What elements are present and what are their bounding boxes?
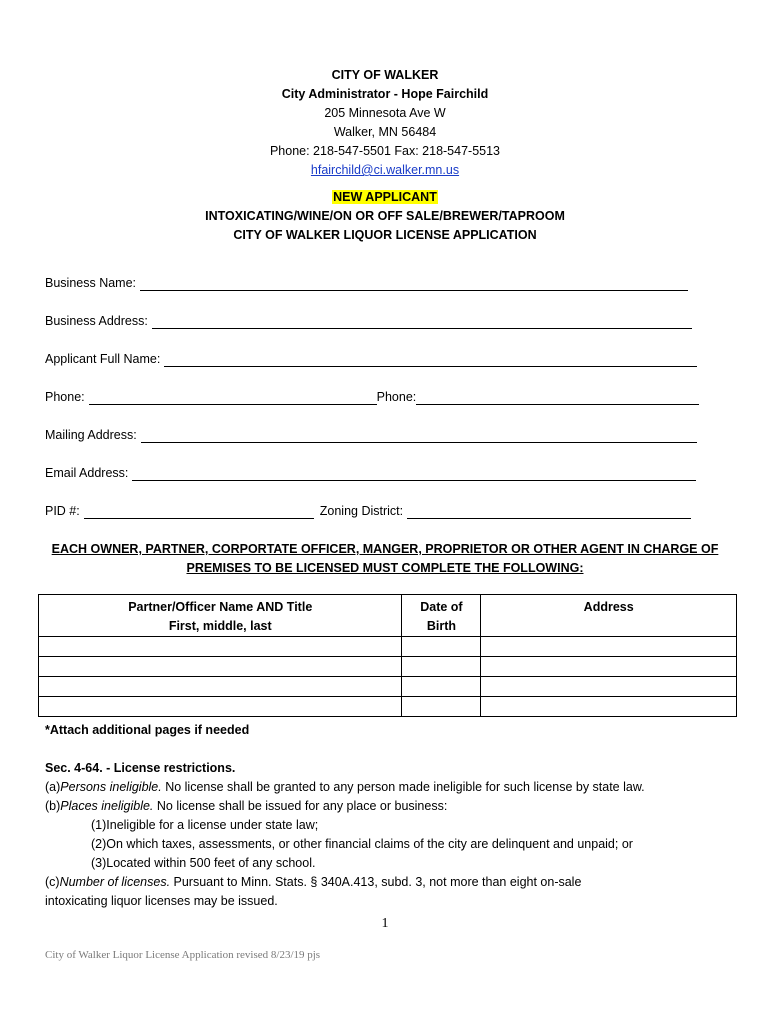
city-state-zip: Walker, MN 56484 — [333, 125, 437, 139]
administrator-line: City Administrator - Hope Fairchild — [281, 87, 489, 101]
pid-zoning-row — [45, 503, 691, 519]
clause-c — [45, 873, 645, 892]
phone-label: Phone: — [45, 390, 85, 404]
address-cell[interactable] — [481, 657, 737, 677]
clause-c-title: Number of licenses. — [59, 875, 171, 889]
clause-b3: (3)Located within 500 feet of any school. — [91, 856, 316, 870]
business-name-field[interactable] — [140, 276, 688, 291]
dob-header-line1: Date of — [420, 600, 463, 614]
applicant-name-row — [45, 351, 697, 367]
name-title-cell[interactable] — [39, 637, 402, 657]
city-name: CITY OF WALKER — [331, 68, 439, 82]
applicant-name-field[interactable] — [164, 352, 697, 367]
owners-heading-line1: EACH OWNER, PARTNER, CORPORTATE OFFICER, MANGER, PROPRIETOR OR OTHER AGENT IN CHARGE OF — [51, 542, 719, 556]
owners-heading-line2: PREMISES TO BE LICENSED MUST COMPLETE THE FOLLOWING: — [186, 561, 584, 575]
applicant-type-badge: NEW APPLICANT — [333, 190, 437, 204]
dob-header-line2: Birth — [426, 619, 456, 633]
license-types: INTOXICATING/WINE/ON OR OFF SALE/BREWER/TAPROOM — [205, 209, 565, 223]
clause-a-title: Persons ineligible. — [60, 780, 162, 794]
clause-b-prefix: (b) — [45, 799, 61, 813]
table-row — [39, 637, 737, 657]
letterhead — [0, 66, 770, 245]
clause-c-prefix: (c) — [45, 875, 60, 889]
name-title-header-line1: Partner/Officer Name AND Title — [128, 600, 313, 614]
owners-heading — [30, 540, 740, 578]
owners-table-header — [39, 595, 737, 637]
clause-b-text: No license shall be issued for any place or business: — [153, 799, 448, 813]
dob-cell[interactable] — [402, 697, 481, 717]
business-address-row — [45, 313, 692, 329]
clause-a-prefix: (a) — [45, 780, 61, 794]
name-title-header-line2: First, middle, last — [168, 619, 272, 633]
page-number: 1 — [381, 916, 389, 931]
dob-header — [402, 595, 481, 637]
owners-table — [38, 594, 737, 717]
zoning-field[interactable] — [407, 504, 691, 519]
applicant-name-label: Applicant Full Name: — [45, 352, 161, 366]
license-restrictions-section — [45, 759, 645, 911]
mailing-address-label: Mailing Address: — [45, 428, 137, 442]
name-title-cell[interactable] — [39, 677, 402, 697]
pid-label: PID #: — [45, 504, 80, 518]
phone-field[interactable] — [89, 390, 377, 405]
section-heading: Sec. 4-64. - License restrictions. — [45, 761, 236, 775]
form-title: CITY OF WALKER LIQUOR LICENSE APPLICATION — [233, 228, 537, 242]
business-name-row — [45, 275, 688, 291]
phone-row — [45, 389, 699, 405]
address-cell[interactable] — [481, 637, 737, 657]
email-address-label: Email Address: — [45, 466, 129, 480]
address-cell[interactable] — [481, 677, 737, 697]
name-title-cell[interactable] — [39, 657, 402, 677]
dob-cell[interactable] — [402, 677, 481, 697]
name-title-header — [39, 595, 402, 637]
address-cell[interactable] — [481, 697, 737, 717]
business-name-label: Business Name: — [45, 276, 137, 290]
clause-c-continued: intoxicating liquor licenses may be issued. — [45, 894, 278, 908]
name-title-cell[interactable] — [39, 697, 402, 717]
table-row — [39, 677, 737, 697]
phone2-label: Phone: — [376, 390, 417, 404]
business-address-field[interactable] — [152, 314, 692, 329]
email-address-field[interactable] — [132, 466, 696, 481]
table-row — [39, 697, 737, 717]
dob-cell[interactable] — [402, 657, 481, 677]
dob-cell[interactable] — [402, 637, 481, 657]
clause-c-text: Pursuant to Minn. Stats. § 340A.413, subd. 3, not more than eight on-sale — [170, 875, 582, 889]
business-address-label: Business Address: — [45, 314, 148, 328]
email-address-row — [45, 465, 696, 481]
street-address: 205 Minnesota Ave W — [324, 106, 446, 120]
pid-field[interactable] — [84, 504, 314, 519]
address-header: Address — [481, 595, 737, 637]
phone-fax: Phone: 218-547-5501 Fax: 218-547-5513 — [269, 144, 501, 158]
mailing-address-row — [45, 427, 697, 443]
email-link[interactable]: hfairchild@ci.walker.mn.us — [310, 163, 460, 177]
table-row — [39, 657, 737, 677]
zoning-label: Zoning District: — [319, 504, 404, 518]
clause-a-text: No license shall be granted to any person made ineligible for such license by state law. — [161, 780, 645, 794]
phone2-field[interactable] — [416, 390, 699, 405]
attach-note: *Attach additional pages if needed — [45, 723, 250, 737]
clause-a — [45, 778, 645, 797]
clause-b-title: Places ineligible. — [60, 799, 154, 813]
clause-b2: (2)On which taxes, assessments, or other financial claims of the city are delinquent and unpaid; or — [91, 837, 633, 851]
mailing-address-field[interactable] — [141, 428, 697, 443]
clause-b1: (1)Ineligible for a license under state law; — [91, 818, 319, 832]
clause-b — [45, 797, 645, 816]
page-footer: City of Walker Liquor License Application revised 8/23/19 pjs — [45, 949, 321, 961]
